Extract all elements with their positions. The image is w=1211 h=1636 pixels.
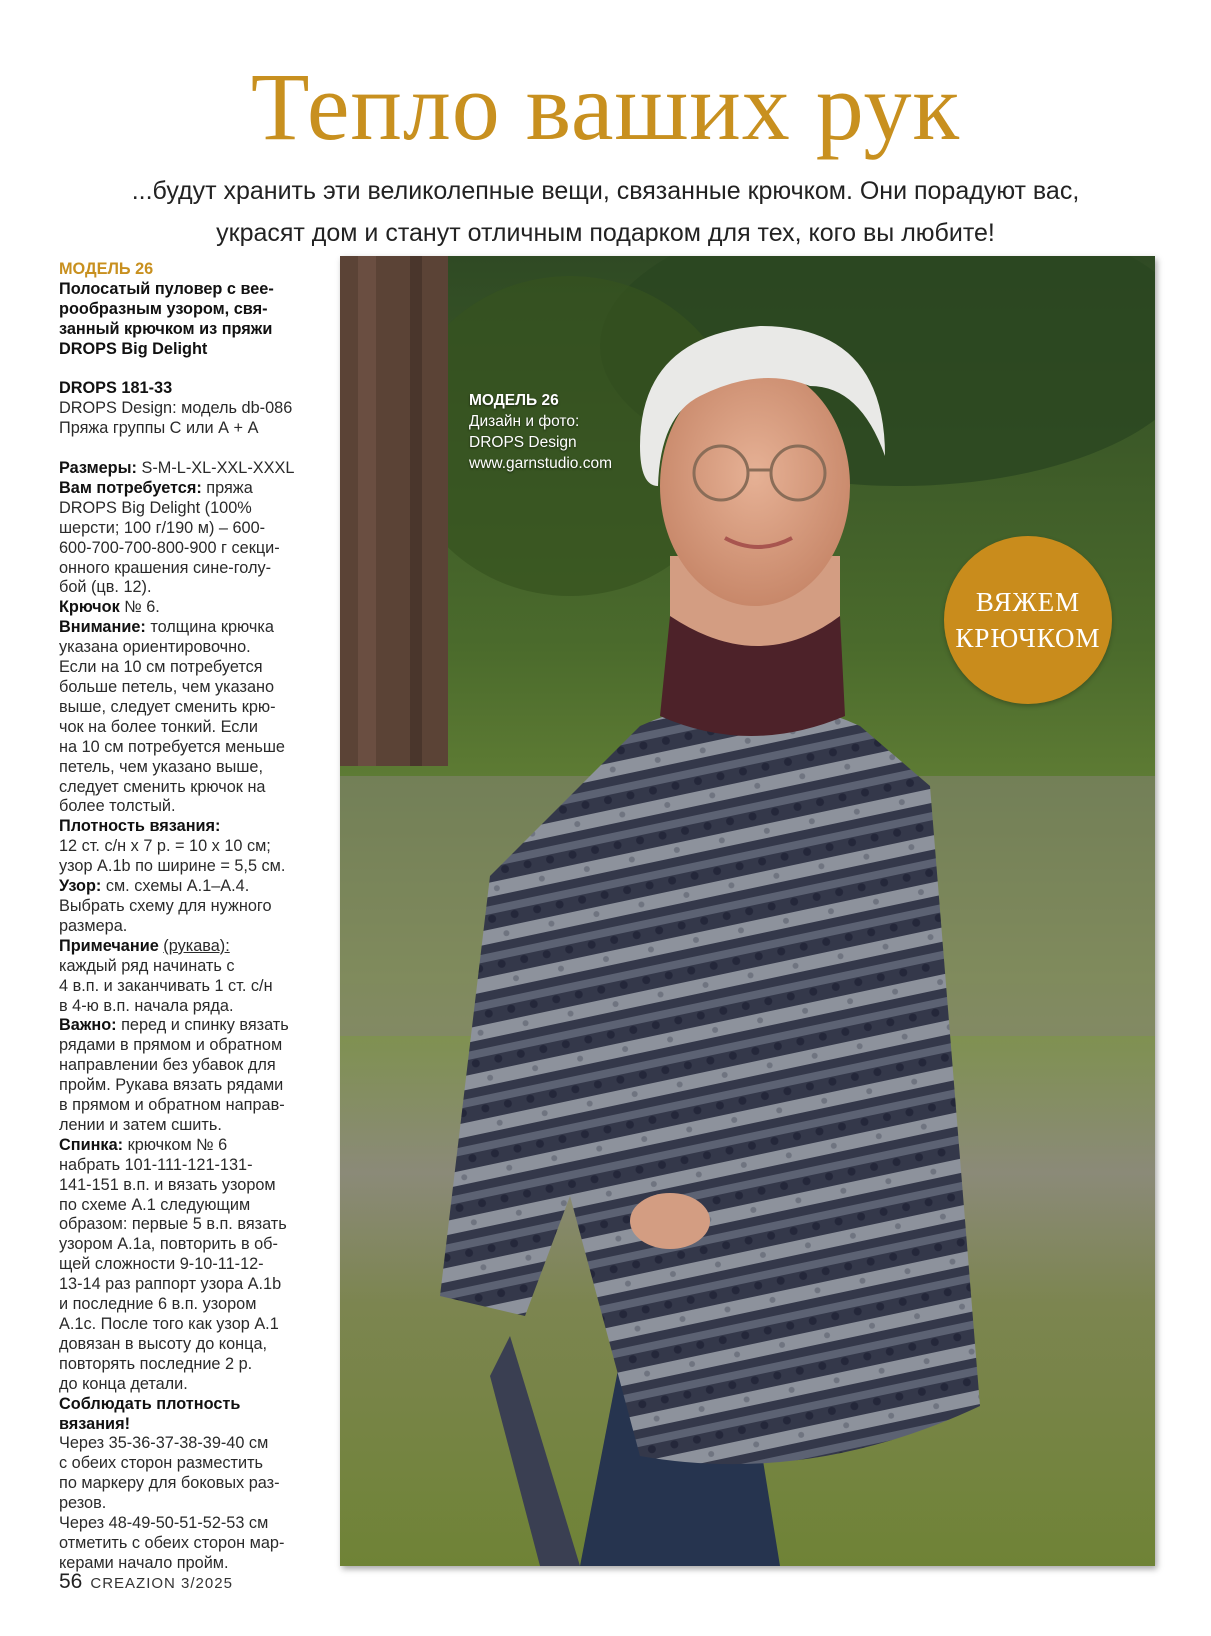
- attention-first: толщина крючка: [145, 618, 274, 637]
- back: [59, 1136, 321, 1156]
- keep-density-line: Соблюдать плотность: [59, 1394, 241, 1413]
- needs-line: DROPS Big Delight (100%: [59, 498, 252, 517]
- sizes: [59, 459, 321, 479]
- important-line: в прямом и обратном направ-: [59, 1096, 285, 1115]
- attention-line: на 10 см потребуется меньше: [59, 737, 285, 756]
- attention-line: более толстый.: [59, 797, 176, 816]
- note-line: 4 в.п. и заканчивать 1 ст. с/н: [59, 976, 273, 995]
- back-line: образом: первые 5 в.п. вязать: [59, 1215, 287, 1234]
- back-line: А.1с. После того как узор А.1: [59, 1315, 279, 1333]
- photo-caption-title: МОДЕЛЬ 26: [469, 392, 559, 409]
- magazine-issue: CREAZION 3/2025: [90, 1575, 233, 1592]
- model-name-line: рообразным узором, свя-: [59, 299, 268, 318]
- attention-line: Если на 10 см потребуется: [59, 658, 263, 677]
- pattern-label: Узор:: [59, 877, 102, 896]
- pattern-line: размера.: [59, 916, 128, 935]
- important-line: пройм. Рукава вязать рядами: [59, 1076, 284, 1095]
- back-line: довязан в высоту до конца,: [59, 1334, 268, 1353]
- needs-line: онного крашения сине-голу-: [59, 558, 272, 577]
- hook: [59, 598, 321, 618]
- final-line: Через 35-36-37-38-39-40 см: [59, 1434, 269, 1453]
- back-label: Спинка:: [59, 1135, 124, 1154]
- important-label: Важно:: [59, 1016, 117, 1035]
- badge-line: ВЯЖЕМ: [975, 587, 1081, 617]
- needs-line: 600-700-700-800-900 г секци-: [59, 538, 280, 557]
- back-line: по схеме А.1 следующим: [59, 1195, 251, 1214]
- final-line: с обеих сторон разместить: [59, 1454, 264, 1473]
- attention-line: выше, следует сменить крю-: [59, 697, 276, 716]
- note-label: Примечание: [59, 936, 159, 955]
- design-line: DROPS Design: модель db-086: [59, 399, 293, 418]
- sizes-value: S-M-L-XL-XXL-XXXL: [136, 459, 295, 478]
- subtitle-line: украсят дом и станут отличным подарком для тех, кого вы любите!: [216, 219, 995, 247]
- attention-line: следует сменить крючок на: [59, 777, 266, 796]
- back-line: повторять последние 2 р.: [59, 1354, 253, 1373]
- yarn-group-line: Пряжа группы С или А + А: [59, 419, 259, 438]
- back-line: до конца детали.: [59, 1374, 188, 1393]
- attention-line: больше петель, чем указано: [59, 678, 275, 696]
- final-line: Через 48-49-50-51-52-53 см: [59, 1514, 269, 1533]
- model-name: [59, 280, 321, 360]
- sizes-label: Размеры:: [59, 459, 137, 478]
- model-name-line: DROPS Big Delight: [59, 339, 208, 358]
- important-first: перед и спинку вязать: [116, 1016, 289, 1035]
- note: [59, 937, 321, 957]
- needs: [59, 479, 321, 499]
- attention-line: чок на более тонкий. Если: [59, 717, 258, 736]
- page-subtitle: [80, 170, 1131, 254]
- back-line: узором А.1а, повторить в об-: [59, 1235, 278, 1254]
- page-title: Тепло ваших рук: [250, 53, 961, 160]
- important-line: рядами в прямом и обратном: [59, 1036, 283, 1055]
- final-line: отметить с обеих сторон мар-: [59, 1533, 285, 1552]
- model-name-line: Полосатый пуловер с вее-: [59, 279, 274, 298]
- hook-value: № 6.: [119, 598, 160, 617]
- density-label: Плотность вязания:: [59, 817, 221, 836]
- attention-line: петель, чем указано выше,: [59, 757, 263, 776]
- model-photo-illustration: [340, 256, 1155, 1566]
- needs-line: шерсти; 100 г/190 м) – 600-: [59, 518, 266, 537]
- crochet-badge: [944, 536, 1112, 704]
- final-line: по маркеру для боковых раз-: [59, 1474, 280, 1493]
- attention-line: указана ориентировочно.: [59, 638, 251, 657]
- attention: [59, 618, 321, 638]
- note-underlined: (рукава):: [163, 936, 230, 955]
- final-line: резов.: [59, 1494, 107, 1513]
- needs-label: Вам потребуется:: [59, 478, 202, 497]
- model-name-line: занный крючком из пряжи: [59, 319, 273, 338]
- important: [59, 1016, 321, 1036]
- back-line: 141-151 в.п. и вязать узором: [59, 1175, 276, 1194]
- photo-caption-line: www.garnstudio.com: [469, 455, 613, 472]
- page-number: 56: [59, 1570, 83, 1593]
- instructions-column: [59, 260, 321, 1574]
- back-first: крючком № 6: [123, 1135, 228, 1154]
- density-line: 12 ст. с/н х 7 р. = 10 х 10 см;: [59, 837, 271, 856]
- note-line: каждый ряд начинать с: [59, 956, 235, 975]
- needs-first: пряжа: [201, 478, 253, 497]
- attention-label: Внимание:: [59, 618, 146, 637]
- pattern-code: DROPS 181-33: [59, 379, 173, 398]
- pattern: [59, 877, 321, 897]
- page-footer: [59, 1570, 233, 1594]
- photo-caption-line: Дизайн и фото:: [469, 413, 580, 430]
- density-line: узор А.1b по ширине = 5,5 см.: [59, 857, 286, 876]
- photo-caption: [469, 390, 612, 474]
- important-line: направлении без убавок для: [59, 1056, 276, 1075]
- important-line: лении и затем сшить.: [59, 1115, 222, 1134]
- note-line: в 4-ю в.п. начала ряда.: [59, 996, 234, 1015]
- back-line: набрать 101-111-121-131-: [59, 1155, 253, 1174]
- photo-caption-line: DROPS Design: [469, 434, 577, 451]
- pattern-line: Выбрать схему для нужного: [59, 896, 272, 915]
- back-line: и последние 6 в.п. узором: [59, 1295, 257, 1314]
- pattern-first: см. схемы А.1–А.4.: [101, 877, 250, 896]
- badge-line: КРЮЧКОМ: [955, 623, 1101, 653]
- back-line: 13-14 раз раппорт узора А.1b: [59, 1275, 282, 1294]
- hook-label: Крючок: [59, 598, 120, 617]
- model-label: МОДЕЛЬ 26: [59, 260, 154, 278]
- final-line: керами начало пройм.: [59, 1553, 229, 1572]
- subtitle-line: ...будут хранить эти великолепные вещи, связанные крючком. Они порадуют вас,: [131, 177, 1080, 205]
- back-line: щей сложности 9-10-11-12-: [59, 1255, 264, 1274]
- needs-line: бой (цв. 12).: [59, 578, 152, 597]
- keep-density-line: вязания!: [59, 1414, 130, 1433]
- model-photo: [340, 256, 1155, 1566]
